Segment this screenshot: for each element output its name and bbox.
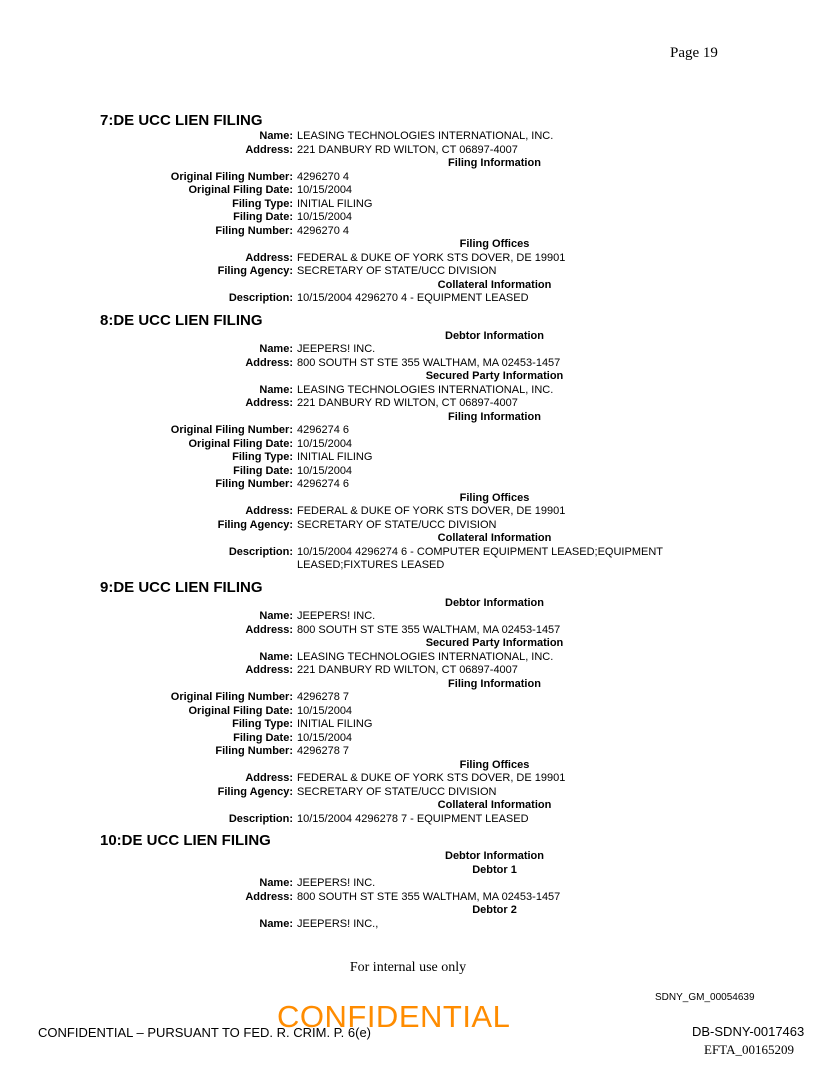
field-label: Filing Number: <box>215 224 293 237</box>
field-label: Original Filing Number: <box>170 691 293 703</box>
field-value: 800 SOUTH ST STE 355 WALTHAM, MA 02453-1457 <box>297 623 561 636</box>
field-value: 10/15/2004 <box>297 211 353 223</box>
field-row <box>100 211 740 225</box>
section-title: 10:DE UCC LIEN FILING <box>100 832 271 849</box>
field-row <box>100 184 740 198</box>
subsection-heading: Secured Party Information <box>425 637 564 649</box>
field-row <box>100 651 740 665</box>
field-row <box>100 519 740 533</box>
lien-filing-section <box>100 113 740 306</box>
field-value: 221 DANBURY RD WILTON, CT 06897-4007 <box>297 664 518 676</box>
field-label: Name: <box>259 130 293 142</box>
section-title: 8:DE UCC LIEN FILING <box>100 311 263 329</box>
field-value: 221 DANBURY RD WILTON, CT 06897-4007 <box>297 397 518 409</box>
field-row <box>100 252 740 266</box>
field-label: Description: <box>228 545 293 558</box>
field-row <box>100 343 740 357</box>
field-label: Address: <box>245 356 293 369</box>
field-label: Name: <box>259 610 293 622</box>
document-body <box>100 113 740 938</box>
subsection-heading: Filing Information <box>448 157 541 169</box>
field-value: 800 SOUTH ST STE 355 WALTHAM, MA 02453-1457 <box>297 356 561 369</box>
field-row <box>100 478 740 492</box>
confidential-stamp: CONFIDENTIAL <box>277 999 511 1034</box>
field-value: 4296270 4 <box>297 224 349 237</box>
bates-number-db-sdny: DB-SDNY-0017463 <box>692 1024 805 1039</box>
field-label: Address: <box>245 664 293 676</box>
field-label: Address: <box>245 772 293 784</box>
subsection-heading: Collateral Information <box>437 532 552 544</box>
field-label: Original Filing Date: <box>188 184 293 196</box>
field-row <box>100 705 740 719</box>
efta-number: EFTA_00165209 <box>704 1042 794 1057</box>
field-value: 10/15/2004 <box>297 704 353 717</box>
field-label: Address: <box>245 143 293 156</box>
field-value: JEEPERS! INC. <box>297 877 376 889</box>
lien-filing-section <box>100 833 740 931</box>
field-value: 4296274 6 <box>297 478 349 490</box>
field-row <box>100 610 740 624</box>
field-value: INITIAL FILING <box>297 451 373 463</box>
subsection-heading: Secured Party Information <box>425 370 564 382</box>
field-value: JEEPERS! INC., <box>297 917 379 930</box>
field-row <box>100 384 740 398</box>
field-label: Address: <box>245 890 293 903</box>
field-row <box>100 505 740 519</box>
field-value: 4296278 7 <box>297 745 349 757</box>
field-row <box>100 357 740 371</box>
field-label: Description: <box>228 812 293 825</box>
field-row <box>100 918 740 932</box>
field-row <box>100 225 740 239</box>
field-label: Filing Date: <box>233 731 293 744</box>
field-value: JEEPERS! INC. <box>297 343 376 355</box>
field-row <box>100 424 740 438</box>
field-value: FEDERAL & DUKE OF YORK STS DOVER, DE 19901 <box>297 772 566 784</box>
field-label: Address: <box>245 251 293 264</box>
field-label: Name: <box>259 343 293 355</box>
field-label: Original Filing Number: <box>170 424 293 436</box>
field-label: Filing Type: <box>232 718 293 730</box>
field-row <box>100 451 740 465</box>
field-row <box>100 745 740 759</box>
subsection-heading: Filing Offices <box>459 491 530 504</box>
field-row <box>100 130 740 144</box>
subsection-heading: Debtor 1 <box>472 863 517 876</box>
field-value: FEDERAL & DUKE OF YORK STS DOVER, DE 19901 <box>297 505 566 517</box>
field-row <box>100 465 740 479</box>
field-label: Filing Agency: <box>217 265 293 277</box>
field-label: Filing Date: <box>233 211 293 223</box>
field-row <box>100 171 740 185</box>
page-number: Page 19 <box>670 45 718 61</box>
field-row <box>100 891 740 905</box>
field-value: 800 SOUTH ST STE 355 WALTHAM, MA 02453-1457 <box>297 890 561 903</box>
field-row <box>100 144 740 158</box>
field-label: Filing Date: <box>233 464 293 477</box>
field-row <box>100 718 740 732</box>
field-value: 4296274 6 <box>297 424 349 436</box>
field-value: 4296270 4 <box>297 170 349 183</box>
field-row <box>100 292 740 306</box>
field-label: Name: <box>259 877 293 889</box>
field-label: Address: <box>245 623 293 636</box>
subsection-heading: Debtor Information <box>445 596 544 609</box>
confidential-notice: CONFIDENTIAL – PURSUANT TO FED. R. CRIM. P. 6(e) <box>38 1025 372 1040</box>
field-row <box>100 546 740 573</box>
field-row <box>100 624 740 638</box>
field-label: Address: <box>245 397 293 409</box>
field-row <box>100 786 740 800</box>
field-value: 10/15/2004 4296278 7 - EQUIPMENT LEASED <box>297 812 529 825</box>
field-label: Name: <box>259 383 293 396</box>
field-label: Original Filing Date: <box>188 437 293 450</box>
field-value: SECRETARY OF STATE/UCC DIVISION <box>297 265 497 277</box>
subsection-heading: Debtor Information <box>445 329 544 342</box>
field-value: JEEPERS! INC. <box>297 610 376 622</box>
field-value: 10/15/2004 <box>297 184 353 196</box>
section-title: 9:DE UCC LIEN FILING <box>100 578 263 596</box>
field-value: 10/15/2004 <box>297 731 353 744</box>
subsection-heading: Filing Information <box>448 410 541 423</box>
field-row <box>100 265 740 279</box>
subsection-heading: Debtor 2 <box>472 904 517 916</box>
field-value: SECRETARY OF STATE/UCC DIVISION <box>297 785 497 798</box>
field-row <box>100 438 740 452</box>
field-label: Filing Agency: <box>217 518 293 531</box>
field-value: LEASING TECHNOLOGIES INTERNATIONAL, INC. <box>297 383 554 396</box>
field-row <box>100 813 740 827</box>
field-value: 10/15/2004 <box>297 437 353 450</box>
field-label: Original Filing Date: <box>188 704 293 717</box>
bates-number-sdny-gm: SDNY_GM_00054639 <box>655 992 755 1003</box>
field-label: Name: <box>259 650 293 663</box>
field-value: 10/15/2004 4296274 6 - COMPUTER EQUIPMENT LEASED;EQUIPMENT LEASED;FIXTURES LEASED <box>297 545 663 571</box>
field-row <box>100 877 740 891</box>
field-label: Filing Type: <box>232 451 293 463</box>
field-label: Filing Number: <box>215 478 293 490</box>
subsection-heading: Collateral Information <box>437 799 552 811</box>
field-label: Filing Number: <box>215 745 293 757</box>
field-label: Filing Agency: <box>217 785 293 798</box>
field-row <box>100 772 740 786</box>
field-row <box>100 732 740 746</box>
subsection-heading: Collateral Information <box>437 278 552 291</box>
field-label: Description: <box>228 292 293 304</box>
lien-filing-section <box>100 580 740 827</box>
subsection-heading: Filing Information <box>448 677 541 690</box>
field-value: 10/15/2004 <box>297 464 353 477</box>
subsection-heading: Filing Offices <box>459 238 530 250</box>
field-label: Original Filing Number: <box>170 170 293 183</box>
field-value: LEASING TECHNOLOGIES INTERNATIONAL, INC. <box>297 130 554 142</box>
field-value: 10/15/2004 4296270 4 - EQUIPMENT LEASED <box>297 292 529 304</box>
field-value: LEASING TECHNOLOGIES INTERNATIONAL, INC. <box>297 650 554 663</box>
field-row <box>100 397 740 411</box>
field-row <box>100 664 740 678</box>
field-row <box>100 198 740 212</box>
field-value: FEDERAL & DUKE OF YORK STS DOVER, DE 19901 <box>297 251 566 264</box>
lien-filing-section <box>100 313 740 573</box>
internal-use-note: For internal use only <box>349 960 467 975</box>
field-row <box>100 691 740 705</box>
subsection-heading: Debtor Information <box>445 850 544 862</box>
field-label: Address: <box>245 505 293 517</box>
field-value: SECRETARY OF STATE/UCC DIVISION <box>297 518 497 531</box>
subsection-heading: Filing Offices <box>459 758 530 771</box>
field-value: INITIAL FILING <box>297 197 373 210</box>
field-label: Filing Type: <box>232 197 293 210</box>
section-title: 7:DE UCC LIEN FILING <box>100 112 263 129</box>
field-value: 221 DANBURY RD WILTON, CT 06897-4007 <box>297 143 518 156</box>
field-label: Name: <box>259 917 293 930</box>
field-value: INITIAL FILING <box>297 718 373 730</box>
field-value: 4296278 7 <box>297 691 349 703</box>
